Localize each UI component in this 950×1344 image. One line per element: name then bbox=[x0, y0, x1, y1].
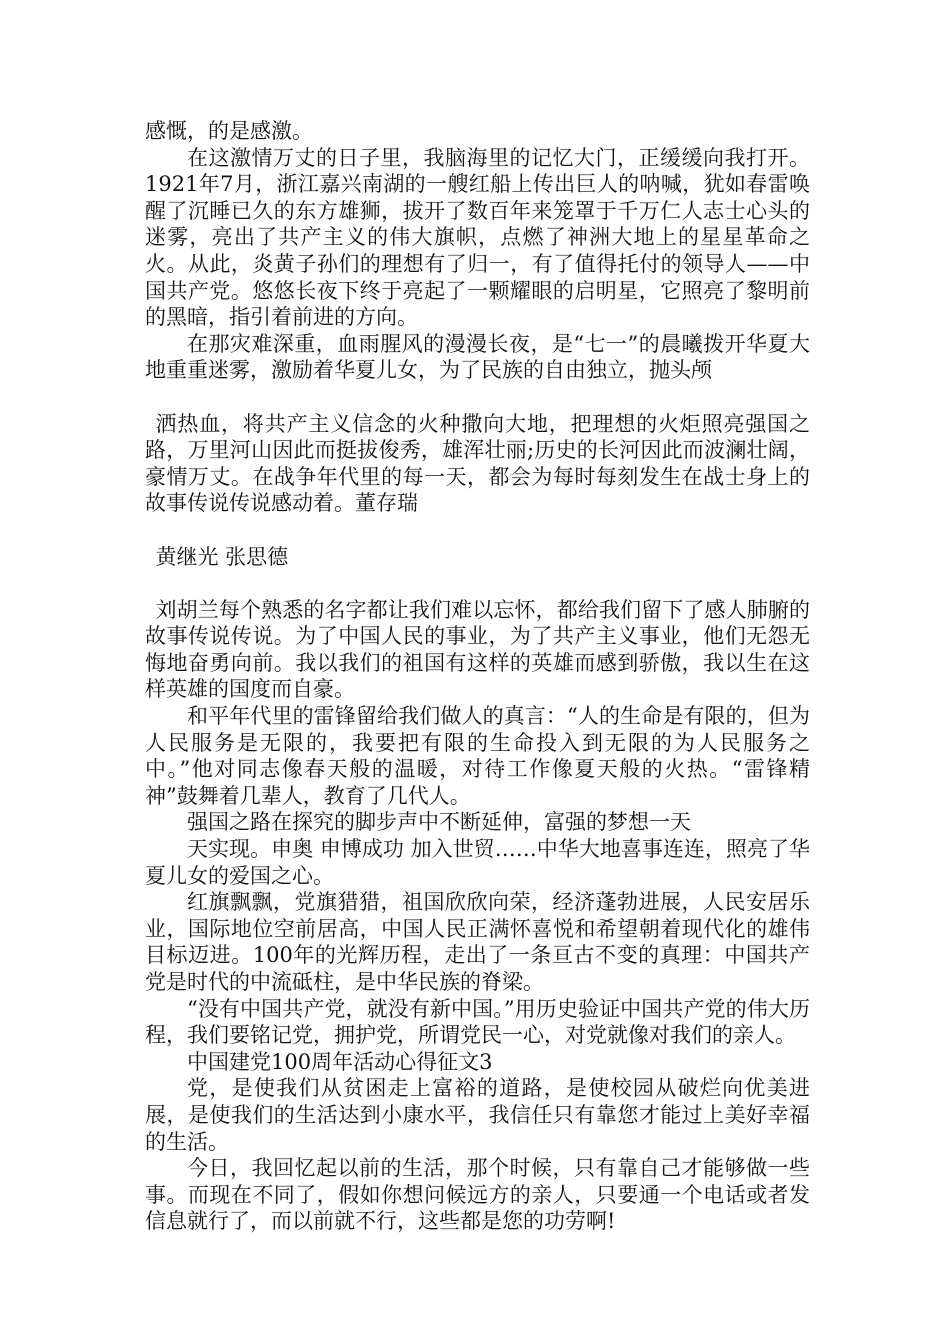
paragraph: 感慨，的是感激。 bbox=[145, 119, 313, 143]
paragraph: 在那灾难深重，血雨腥风的漫漫长夜，是“七一”的晨曦拨开华夏大地重重迷雾，激励着华夏儿女，为了民族的自由独立，抛头颅 bbox=[145, 331, 810, 383]
paragraph-gap bbox=[145, 384, 810, 411]
paragraph: 天实现。申奥 申博成功 加入世贸……中华大地喜事连连，照亮了华夏儿女的爱国之心。 bbox=[145, 837, 810, 888]
paragraph: 强国之路在探究的脚步声中不断延伸，富强的梦想一天 bbox=[187, 810, 691, 835]
document-body bbox=[145, 118, 810, 1235]
paragraph: 今日，我回忆起以前的生活，那个时候，只有靠自己才能够做一些事。而现在不同了，假如你想问候远方的亲人，只要通一个电话或者发信息就行了，而以前就不行，这些都是您的功劳啊! bbox=[145, 1156, 810, 1234]
paragraph-gap bbox=[145, 517, 810, 544]
paragraph: 刘胡兰每个熟悉的名字都让我们难以忘怀，都给我们留下了感人肺腑的故事传说传说。为了中国人民的事业，为了共产主义事业，他们无怨无悔地奋勇向前。我以我们的祖国有这样的英雄而感到骄傲，我以生在这样英雄的国度而自豪。 bbox=[145, 597, 810, 702]
paragraph: 黄继光 张思德 bbox=[155, 544, 289, 569]
paragraph: 党，是使我们从贫困走上富裕的道路，是使校园从破烂向优美进展，是使我们的生活达到小康水平，我信任只有靠您才能过上美好幸福的生活。 bbox=[145, 1076, 810, 1154]
paragraph: 和平年代里的雷锋留给我们做人的真言：“人的生命是有限的，但为人民服务是无限的，我要把有限的生命投入到无限的为人民服务之中。”他对同志像春天般的温暖，对待工作像夏天般的火热。“雷锋精神”鼓舞着几辈人，教育了几代人。 bbox=[145, 704, 810, 808]
section-heading: 中国建党100周年活动心得征文3 bbox=[187, 1049, 493, 1074]
paragraph: 在这激情万丈的日子里，我脑海里的记忆大门，正缓缓向我打开。1921年7月，浙江嘉兴南湖的一艘红船上传出巨人的呐喊，犹如春雷唤醒了沉睡已久的东方雄狮，拔开了数百年来笼罩于千万仁人志士心头的迷雾，亮出了共产主义的伟大旗帜，点燃了神洲大地上的星星革命之火。从此，炎黄子孙们的理想有了归一，有了值得托付的领导人——中国共产党。悠悠长夜下终于亮起了一颗耀眼的启明星，它照亮了黎明前的黑暗，指引着前进的方向。 bbox=[145, 145, 810, 330]
paragraph-gap bbox=[145, 570, 810, 597]
paragraph: 洒热血，将共产主义信念的火种撒向大地，把理想的火炬照亮强国之路，万里河山因此而挺拔俊秀，雄浑壮丽;历史的长河因此而波澜壮阔，豪情万丈。在战争年代里的每一天，都会为每时每刻发生在战士身上的故事传说传说感动着。董存瑞 bbox=[145, 411, 810, 516]
paragraph: “没有中国共产党，就没有新中国。”用历史验证中国共产党的伟大历程，我们要铭记党，拥护党，所谓党民一心，对党就像对我们的亲人。 bbox=[145, 996, 810, 1048]
paragraph: 红旗飘飘，党旗猎猎，祖国欣欣向荣，经济蓬勃进展，人民安居乐业，国际地位空前居高，中国人民正满怀喜悦和希望朝着现代化的雄伟目标迈进。100年的光辉历程，走出了一条亘古不变的真理：中国共产党是时代的中流砥柱，是中华民族的脊梁。 bbox=[145, 890, 810, 994]
